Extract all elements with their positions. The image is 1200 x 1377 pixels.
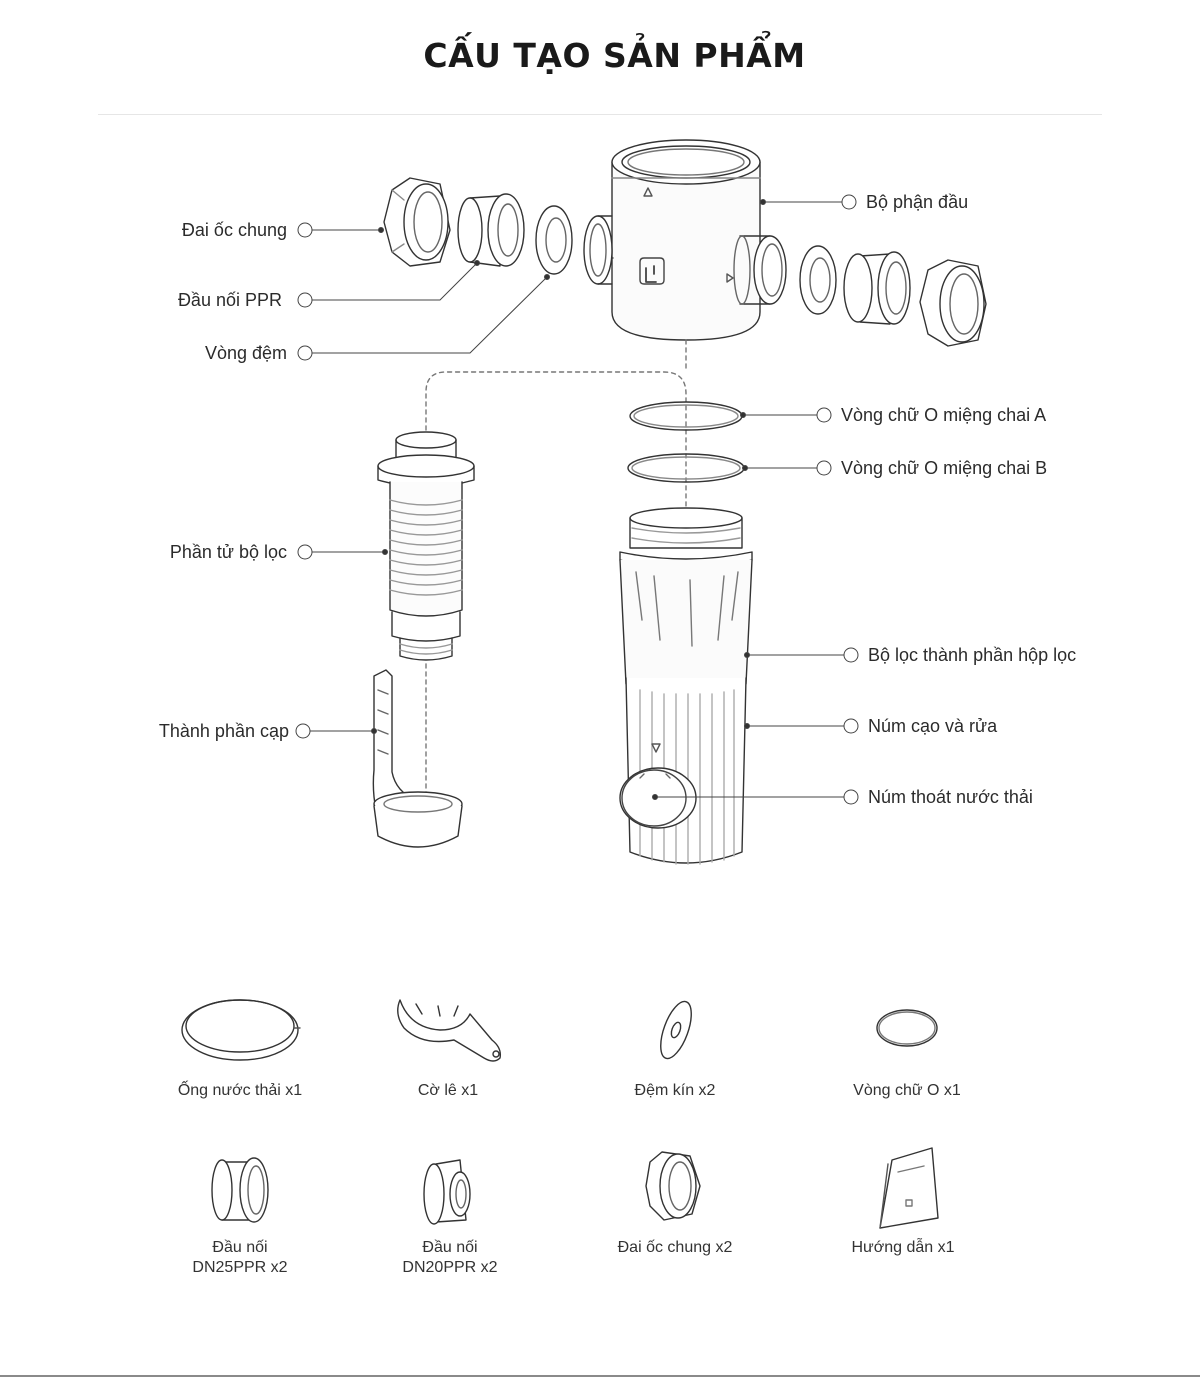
filter-element-drawing bbox=[378, 432, 474, 660]
accessory-label-dem-kin: Đệm kín x2 bbox=[634, 1082, 716, 1099]
label-thanh-phan-cap: Thành phần cạp bbox=[158, 721, 289, 741]
label-vong-dem: Vòng đệm bbox=[204, 343, 287, 363]
accessory-label-dn25-line1: Đầu nối bbox=[212, 1239, 268, 1256]
page-title: CẤU TẠO SẢN PHẨM bbox=[423, 36, 806, 75]
scraper-drawing bbox=[373, 670, 462, 847]
accessory-label-huong-dan: Hướng dẫn x1 bbox=[851, 1239, 955, 1256]
o-ring-icon bbox=[877, 1010, 937, 1046]
label-dai-oc-chung: Đai ốc chung bbox=[181, 220, 287, 240]
accessory-label-ong-nuoc-thai: Ống nước thải x1 bbox=[177, 1082, 303, 1099]
accessory-label-co-le: Cờ lê x1 bbox=[417, 1082, 479, 1099]
right-fittings-drawing bbox=[800, 246, 986, 346]
label-vong-o-a: Vòng chữ O miệng chai A bbox=[841, 405, 1047, 425]
drain-hose-icon bbox=[182, 1000, 300, 1060]
label-num-cao-rua: Núm cạo và rửa bbox=[868, 716, 998, 736]
dn25-connector-icon bbox=[212, 1158, 268, 1222]
label-vong-o-b: Vòng chữ O miệng chai B bbox=[841, 458, 1048, 478]
label-bo-loc-hop-loc: Bộ lọc thành phần hộp lọc bbox=[868, 645, 1077, 665]
left-fittings-drawing bbox=[384, 178, 572, 274]
label-bo-phan-dau: Bộ phận đầu bbox=[866, 192, 969, 212]
accessory-label-dai-oc-chung-x2: Đai ốc chung x2 bbox=[617, 1239, 733, 1256]
accessory-label-vong-o: Vòng chữ O x1 bbox=[853, 1082, 961, 1099]
accessory-label-dn25-line2: DN25PPR x2 bbox=[192, 1259, 288, 1276]
accessory-label-dn20-line1: Đầu nối bbox=[422, 1239, 478, 1256]
manual-booklet-icon bbox=[880, 1148, 938, 1228]
filter-housing-drawing bbox=[620, 508, 752, 864]
head-unit-drawing bbox=[584, 140, 786, 340]
accessory-label-dn20-line2: DN20PPR x2 bbox=[402, 1259, 498, 1276]
label-phan-tu-bo-loc: Phần tử bộ lọc bbox=[169, 542, 287, 562]
union-nut-icon bbox=[646, 1152, 700, 1220]
seal-gasket-icon bbox=[654, 998, 697, 1063]
dn20-connector-icon bbox=[424, 1160, 470, 1224]
label-num-thoat-nuoc: Núm thoát nước thải bbox=[868, 787, 1033, 807]
wrench-icon bbox=[398, 1000, 501, 1061]
label-dau-noi-ppr: Đầu nối PPR bbox=[177, 290, 282, 310]
